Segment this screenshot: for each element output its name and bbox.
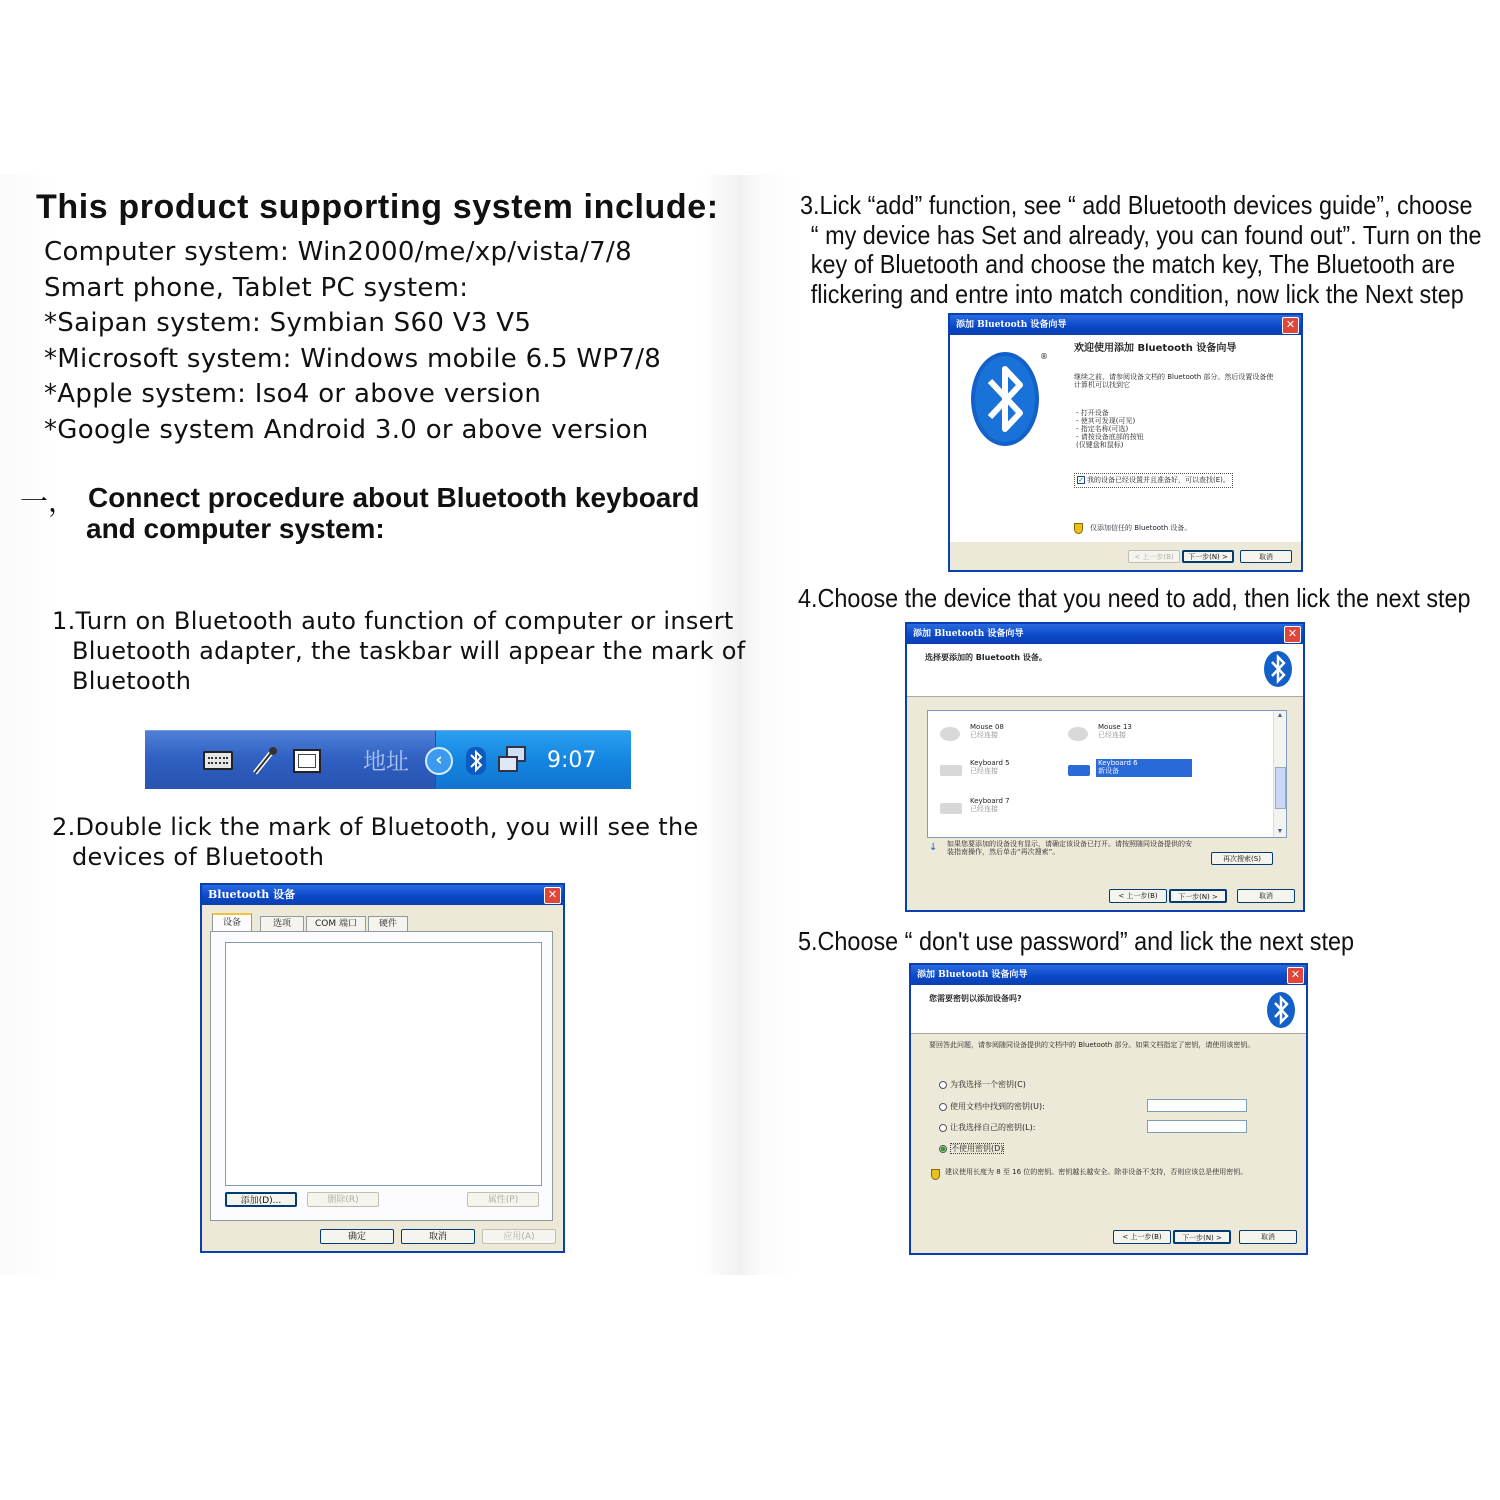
properties-button[interactable]: 属性(P) xyxy=(467,1192,539,1207)
scrollbar[interactable]: ▲ ▼ xyxy=(1273,711,1286,837)
step1-line: 1.Turn on Bluetooth auto function of computer or insert xyxy=(52,607,734,635)
step3-line: “ my device has Set and already, you can found out”. Turn on the xyxy=(810,219,1482,250)
address-label: 地址 xyxy=(363,749,409,775)
keyboard-icon xyxy=(1068,765,1090,776)
select-heading: 选择要添加的 Bluetooth 设备。 xyxy=(925,653,1047,662)
step3-line: 3.Lick “add” function, see “ add Bluetooth devices guide”, choose xyxy=(800,190,1473,220)
device-ready-checkbox[interactable] xyxy=(1074,473,1233,488)
system-line: *Microsoft system: Windows mobile 6.5 WP7/8 xyxy=(44,343,662,374)
select-device-window xyxy=(905,622,1305,912)
device-list[interactable] xyxy=(927,710,1287,838)
step1-text xyxy=(52,606,746,696)
search-hint: 如果您要添加的设备没有显示，请确定该设备已打开。请按照随同设备提供的安装指南操作，然后单击“再次搜索”。 xyxy=(947,840,1192,856)
passkey-heading: 您需要密钥以添加设备吗? xyxy=(929,994,1022,1003)
system-line: *Google system Android 3.0 or above version xyxy=(44,414,649,445)
window-title-bar xyxy=(911,965,1306,985)
radio-button[interactable] xyxy=(939,1081,947,1089)
device-name: Keyboard 5 xyxy=(970,759,1010,767)
option-label: 让我选择自己的密钥(L): xyxy=(950,1123,1036,1132)
arrow-down-icon: ↓ xyxy=(929,842,938,853)
tab-options[interactable]: 选项 xyxy=(260,916,304,931)
option-label: 使用文档中找到的密钥(U): xyxy=(950,1102,1045,1111)
step2-text xyxy=(52,812,699,872)
system-line: *Apple system: Iso4 or above version xyxy=(44,379,542,409)
radio-button[interactable] xyxy=(939,1124,947,1132)
device-name: Keyboard 7 xyxy=(970,797,1010,805)
cancel-button[interactable]: 取消 xyxy=(1240,550,1292,563)
window-title: 添加 Bluetooth 设备向导 xyxy=(956,320,1067,330)
back-button[interactable]: < 上一步(B) xyxy=(1113,1230,1171,1244)
header-panel xyxy=(907,644,1303,697)
window-title-bar xyxy=(907,624,1303,644)
system-line: Computer system: Win2000/me/xp/vista/7/8 xyxy=(44,237,632,267)
taskbar xyxy=(145,730,630,789)
wizard-bullets xyxy=(1076,409,1144,449)
next-button[interactable]: 下一步(N) > xyxy=(1169,889,1227,903)
step2-line: devices of Bluetooth xyxy=(72,843,325,871)
step3-text xyxy=(800,191,1482,309)
device-status: 已经连接 xyxy=(970,767,998,775)
keyboard-icon xyxy=(940,803,962,814)
device-list[interactable] xyxy=(225,942,542,1186)
cancel-button[interactable]: 取消 xyxy=(401,1229,475,1244)
supported-systems-heading: This product supporting system include: xyxy=(36,188,719,226)
step1-line: Bluetooth xyxy=(72,667,192,695)
step4-text: 4.Choose the device that you need to add, then lick the next step xyxy=(798,583,1471,613)
bluetooth-icon[interactable] xyxy=(466,747,486,775)
bullet-line: - 使其可发现(可见) xyxy=(1076,417,1136,425)
section-title-line-2: and computer system: xyxy=(86,513,385,544)
passkey-option[interactable] xyxy=(939,1122,1035,1133)
bluetooth-devices-window xyxy=(200,883,565,1253)
trust-note: 仅添加信任的 Bluetooth 设备。 xyxy=(1090,524,1192,532)
apply-button[interactable]: 应用(A) xyxy=(482,1229,556,1244)
bluetooth-logo-icon xyxy=(1266,991,1296,1029)
step3-line: flickering and entre into match condition, now lick the Next step xyxy=(810,278,1464,309)
tab-strip xyxy=(212,913,552,931)
bullet-line: - 指定名称(可选) xyxy=(1076,425,1129,433)
bluetooth-logo-icon xyxy=(1263,650,1293,688)
wizard-content xyxy=(1064,335,1301,542)
window-icon[interactable] xyxy=(293,749,321,773)
section-marker: 一， xyxy=(20,485,77,518)
passkey-window xyxy=(909,963,1308,1255)
supported-systems-list xyxy=(44,235,661,448)
remove-device-button[interactable]: 删除(R) xyxy=(307,1192,379,1207)
registered-mark: ® xyxy=(1040,352,1048,361)
document-passkey-field[interactable] xyxy=(1147,1099,1247,1112)
close-icon[interactable]: ✕ xyxy=(1282,317,1299,334)
chevron-left-icon[interactable]: ‹ xyxy=(425,747,453,775)
device-name: Mouse 13 xyxy=(1098,723,1132,731)
device-name: Mouse 08 xyxy=(970,723,1004,731)
device-status: 已经连接 xyxy=(970,805,998,813)
close-icon[interactable]: ✕ xyxy=(1284,626,1301,643)
tab-com-ports[interactable]: COM 端口 xyxy=(306,916,366,931)
passkey-option[interactable] xyxy=(939,1101,1045,1112)
device-status: 已经连接 xyxy=(1098,731,1126,739)
step2-line: 2.Double lick the mark of Bluetooth, you will see the xyxy=(52,813,699,841)
window-title-bar xyxy=(202,885,563,905)
bullet-line: - 请按设备底部的按钮 xyxy=(1076,433,1144,441)
next-button[interactable]: 下一步(N) > xyxy=(1182,550,1234,563)
section-title-line-1: Connect procedure about Bluetooth keyboard xyxy=(88,482,700,513)
shield-icon xyxy=(931,1169,940,1180)
passkey-option[interactable] xyxy=(939,1079,1026,1090)
passkey-intro: 要回答此问题，请参阅随同设备提供的文档中的 Bluetooth 部分。如果文档指定了密钥，请使用该密钥。 xyxy=(929,1041,1255,1049)
cancel-button[interactable]: 取消 xyxy=(1239,1230,1297,1244)
step3-line: key of Bluetooth and choose the match key, The Bluetooth are xyxy=(810,249,1456,279)
window-title-bar xyxy=(950,315,1301,335)
close-icon[interactable]: ✕ xyxy=(1287,967,1304,984)
own-passkey-field[interactable] xyxy=(1147,1120,1247,1133)
wizard-sidebar xyxy=(950,335,1064,542)
device-name: Keyboard 6 xyxy=(1098,759,1138,767)
wizard-intro: 继续之前，请参阅设备文档的 Bluetooth 部分。然后设置设备使计算机可以找到它 xyxy=(1074,373,1274,389)
bullet-line: (仅键盘和鼠标) xyxy=(1076,441,1124,449)
tab-panel xyxy=(210,931,553,1221)
passkey-option-selected[interactable] xyxy=(939,1143,1004,1154)
add-device-button[interactable]: 添加(D)... xyxy=(225,1192,297,1207)
step1-line: Bluetooth adapter, the taskbar will appear the mark of xyxy=(72,637,746,665)
back-button[interactable]: < 上一步(B) xyxy=(1109,889,1167,903)
window-title: 添加 Bluetooth 设备向导 xyxy=(917,970,1028,980)
keyboard-icon[interactable] xyxy=(203,751,233,770)
system-tray xyxy=(435,731,631,789)
step5-text: 5.Choose “ don't use password” and lick the next step xyxy=(798,926,1354,956)
shield-icon xyxy=(1074,523,1083,534)
option-label: 为我选择一个密钥(C) xyxy=(950,1080,1026,1089)
radio-button[interactable] xyxy=(939,1103,947,1111)
system-line: Smart phone, Tablet PC system: xyxy=(44,272,469,303)
radio-button[interactable] xyxy=(939,1145,947,1153)
eyedropper-icon[interactable] xyxy=(251,745,279,777)
checkmark-icon: ✓ xyxy=(1078,476,1084,484)
keyboard-icon xyxy=(940,765,962,776)
checkbox-label: 我的设备已经设置并且准备好，可以查找(E)。 xyxy=(1087,476,1230,484)
bullet-line: - 打开设备 xyxy=(1076,409,1109,417)
system-line: *Saipan system: Symbian S60 V3 V5 xyxy=(44,308,532,338)
window-title: 添加 Bluetooth 设备向导 xyxy=(913,629,1024,639)
mouse-icon xyxy=(940,727,960,741)
search-again-button[interactable]: 再次搜索(S) xyxy=(1211,852,1273,865)
device-status: 新设备 xyxy=(1098,767,1119,775)
close-icon[interactable]: ✕ xyxy=(544,887,561,904)
header-panel xyxy=(911,985,1306,1034)
network-icon[interactable] xyxy=(498,746,528,776)
tray-clock[interactable]: 9:07 xyxy=(547,748,597,773)
tab-devices[interactable]: 设备 xyxy=(212,913,252,931)
tab-hardware[interactable]: 硬件 xyxy=(368,916,408,931)
mouse-icon xyxy=(1068,727,1088,741)
ok-button[interactable]: 确定 xyxy=(320,1229,394,1244)
device-status: 已经连接 xyxy=(970,731,998,739)
wizard-heading: 欢迎使用添加 Bluetooth 设备向导 xyxy=(1074,343,1237,354)
window-title: Bluetooth 设备 xyxy=(208,888,296,901)
bluetooth-logo-icon xyxy=(970,351,1040,447)
add-bluetooth-wizard-window xyxy=(948,313,1303,572)
option-label: 不使用密钥(D) xyxy=(951,1144,1004,1153)
back-button[interactable]: < 上一步(B) xyxy=(1128,550,1180,563)
passkey-warning: 建议使用长度为 8 至 16 位的密钥。密钥越长越安全。除非设备不支持，否则应该总是使用密钥。 xyxy=(945,1168,1248,1176)
next-button[interactable]: 下一步(N) > xyxy=(1173,1230,1231,1244)
cancel-button[interactable]: 取消 xyxy=(1237,889,1295,903)
